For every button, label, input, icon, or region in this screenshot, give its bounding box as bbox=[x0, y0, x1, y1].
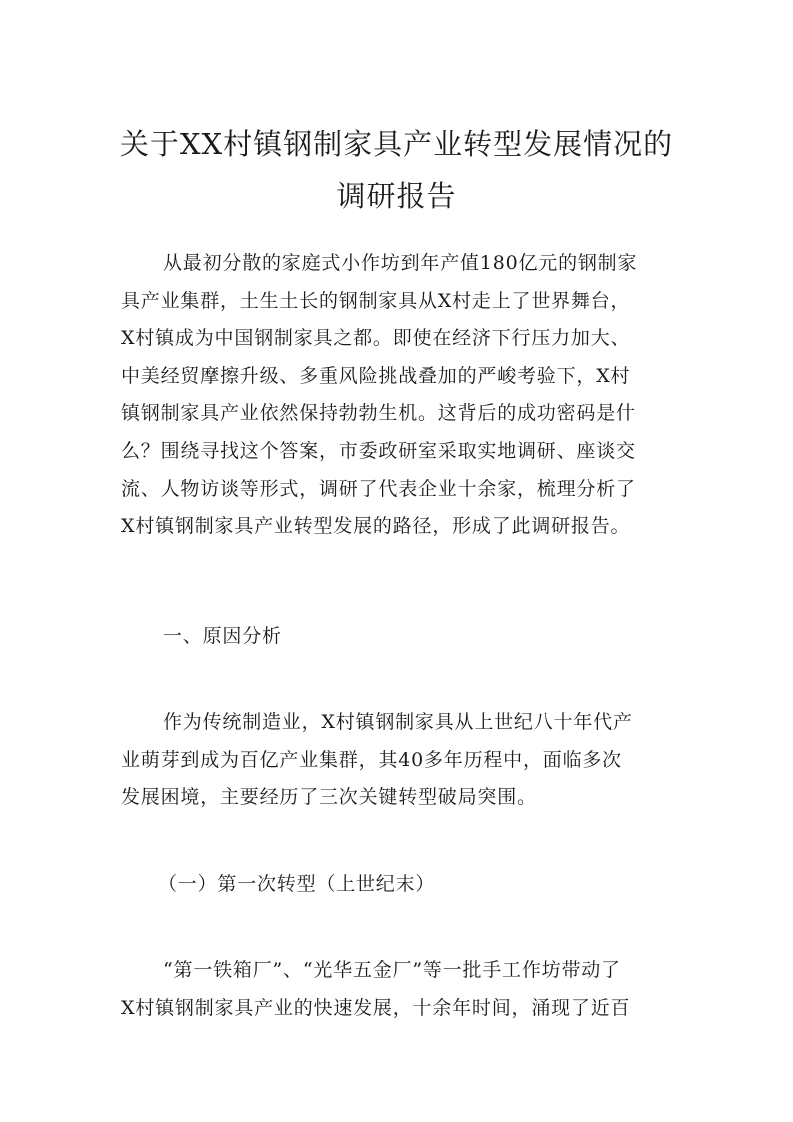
document-title bbox=[80, 118, 713, 222]
paragraph-line: 么？围绕寻找这个答案，市委政研室采取实地调研、座谈交 bbox=[121, 439, 636, 462]
paragraph-line: “第一铁箱厂”、“光华五金厂”等一批手工作坊带动了 bbox=[163, 959, 621, 981]
paragraph-line: 业萌芽到成为百亿产业集群，其40多年历程中，面临多次 bbox=[121, 748, 622, 771]
paragraph-intro bbox=[121, 245, 681, 546]
paragraph-line: 中美经贸摩擦升级、多重风险挑战叠加的严峻考验下，X村 bbox=[121, 364, 631, 387]
title-line-1: 关于XX村镇钢制家具产业转型发展情况的 bbox=[119, 127, 674, 161]
paragraph-line: 发展困境，主要经历了三次关键转型破局突围。 bbox=[121, 786, 537, 809]
paragraph-line: X村镇成为中国钢制家具之都。即使在经济下行压力加大、 bbox=[121, 327, 631, 350]
paragraph-line: X村镇钢制家具产业转型发展的路径，形成了此调研报告。 bbox=[121, 515, 631, 538]
section-heading-1: 一、原因分析 bbox=[163, 625, 282, 647]
paragraph-line: 流、人物访谈等形式，调研了代表企业十余家，梳理分析了 bbox=[121, 477, 636, 500]
paragraph-analysis bbox=[121, 704, 681, 817]
paragraph-first-transition bbox=[121, 952, 681, 1027]
paragraph-line: 镇钢制家具产业依然保持勃勃生机。这背后的成功密码是什 bbox=[121, 402, 636, 425]
paragraph-line: 从最初分散的家庭式小作坊到年产值180亿元的钢制家 bbox=[163, 252, 638, 274]
paragraph-line: X村镇钢制家具产业的快速发展，十余年时间，涌现了近百 bbox=[121, 996, 631, 1019]
paragraph-line: 具产业集群，土生土长的钢制家具从X村走上了世界舞台， bbox=[121, 289, 631, 312]
section-heading-2: （一）第一次转型（上世纪末） bbox=[158, 873, 436, 895]
paragraph-line: 作为传统制造业，X村镇钢制家具从上世纪八十年代产 bbox=[163, 711, 633, 733]
title-line-2: 调研报告 bbox=[336, 179, 457, 213]
